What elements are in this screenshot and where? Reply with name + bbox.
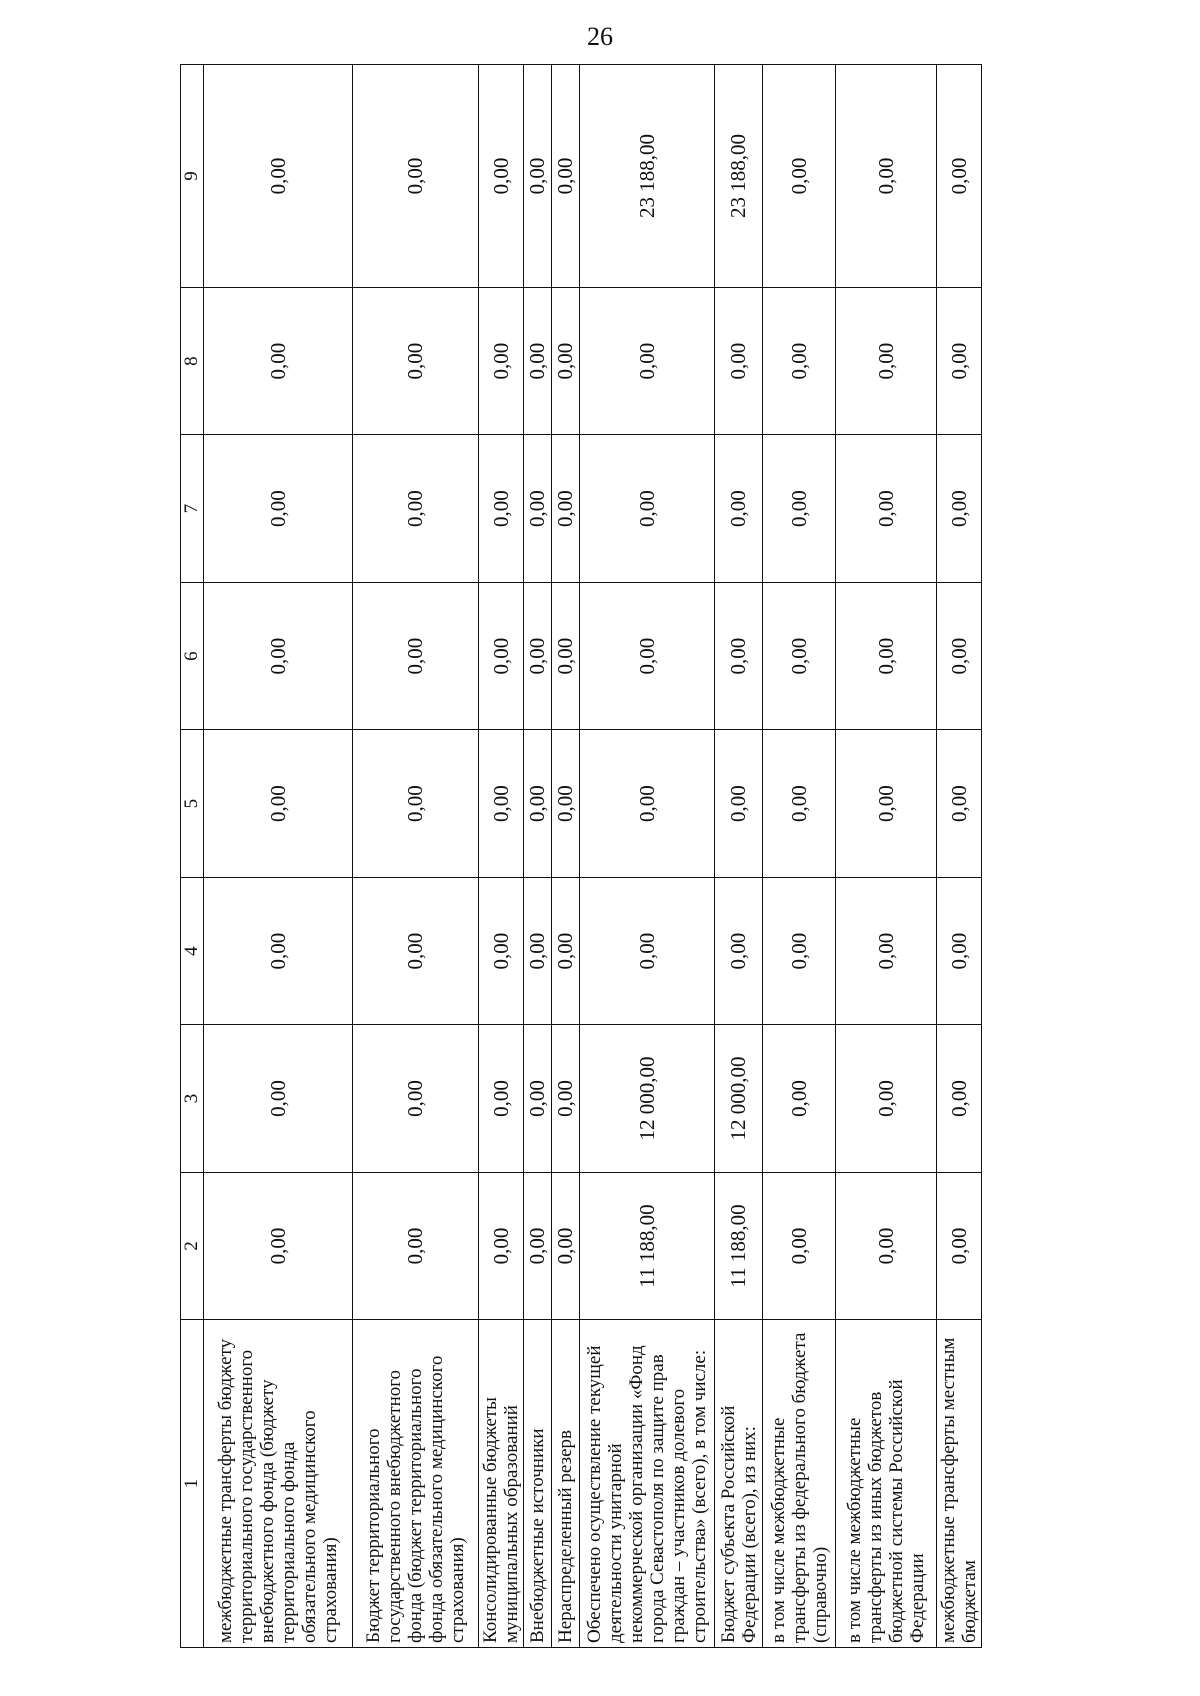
- cell-value: 0,00: [715, 730, 763, 877]
- cell-value: 0,00: [715, 287, 763, 434]
- table-body: [204, 65, 982, 1648]
- cell-value: 0,00: [552, 1172, 580, 1319]
- cell-value: 0,00: [353, 1025, 479, 1172]
- cell-value: 12 000,00: [715, 1025, 763, 1172]
- cell-value: 0,00: [204, 730, 353, 877]
- cell-value: 0,00: [552, 877, 580, 1024]
- cell-value: 0,00: [715, 877, 763, 1024]
- cell-value: 0,00: [524, 1025, 552, 1172]
- row-label: в том числе межбюджетные трансферты из федерального бюджета (справочно): [763, 1320, 836, 1648]
- table-row: [937, 65, 982, 1648]
- cell-value: 0,00: [479, 1025, 524, 1172]
- table-row: [580, 65, 715, 1648]
- cell-value: 0,00: [937, 1172, 982, 1319]
- cell-value: 0,00: [715, 582, 763, 729]
- cell-value: 0,00: [524, 65, 552, 288]
- cell-value: 0,00: [580, 730, 715, 877]
- cell-value: 11 188,00: [580, 1172, 715, 1319]
- cell-value: 0,00: [580, 582, 715, 729]
- cell-value: 0,00: [937, 730, 982, 877]
- cell-value: 0,00: [353, 1172, 479, 1319]
- cell-value: 0,00: [937, 1025, 982, 1172]
- cell-value: 0,00: [937, 435, 982, 582]
- cell-value: 0,00: [552, 730, 580, 877]
- cell-value: 0,00: [353, 582, 479, 729]
- column-header-1: 1: [181, 1320, 204, 1648]
- cell-value: 0,00: [204, 287, 353, 434]
- cell-value: 0,00: [353, 287, 479, 434]
- cell-value: 0,00: [353, 65, 479, 288]
- cell-value: 0,00: [937, 65, 982, 288]
- column-header-7: 7: [181, 435, 204, 582]
- cell-value: 0,00: [715, 435, 763, 582]
- cell-value: 0,00: [552, 287, 580, 434]
- cell-value: 0,00: [353, 435, 479, 582]
- cell-value: 0,00: [937, 877, 982, 1024]
- row-label: Бюджет субъекта Российской Федерации (всего), из них:: [715, 1320, 763, 1648]
- cell-value: 0,00: [204, 877, 353, 1024]
- row-label: Нераспределенный резерв: [552, 1320, 580, 1648]
- column-header-6: 6: [181, 582, 204, 729]
- row-label: межбюджетные трансферты бюджету территориального государственного внебюджетного фонда (бюджету территориального фонда обязательного медицинского страхования): [204, 1320, 353, 1648]
- cell-value: 0,00: [580, 877, 715, 1024]
- cell-value: 0,00: [524, 877, 552, 1024]
- cell-value: 0,00: [836, 287, 937, 434]
- cell-value: 0,00: [479, 1172, 524, 1319]
- cell-value: 0,00: [836, 435, 937, 582]
- row-label: Консолидированные бюджеты муниципальных образований: [479, 1320, 524, 1648]
- cell-value: 0,00: [524, 435, 552, 582]
- cell-value: 0,00: [204, 1025, 353, 1172]
- cell-value: 0,00: [353, 877, 479, 1024]
- cell-value: 0,00: [204, 582, 353, 729]
- table-row: [479, 65, 524, 1648]
- row-label: в том числе межбюджетные трансферты из иных бюджетов бюджетной системы Российской Федерации: [836, 1320, 937, 1648]
- cell-value: 0,00: [479, 435, 524, 582]
- cell-value: 23 188,00: [715, 65, 763, 288]
- cell-value: 0,00: [580, 435, 715, 582]
- row-label: Обеспечено осуществление текущей деятельности унитарной некоммерческой организации «Фонд города Севастополя по защите прав граждан – участников долевого строительства» (всего), в том числе:: [580, 1320, 715, 1648]
- cell-value: 0,00: [353, 730, 479, 877]
- cell-value: 0,00: [763, 582, 836, 729]
- cell-value: 0,00: [204, 1172, 353, 1319]
- cell-value: 0,00: [763, 1172, 836, 1319]
- cell-value: 0,00: [836, 1172, 937, 1319]
- cell-value: 0,00: [763, 435, 836, 582]
- cell-value: 0,00: [836, 65, 937, 288]
- cell-value: 0,00: [937, 582, 982, 729]
- cell-value: 0,00: [763, 287, 836, 434]
- budget-table: [180, 64, 982, 1648]
- table-row: [524, 65, 552, 1648]
- cell-value: 0,00: [204, 435, 353, 582]
- cell-value: 0,00: [763, 730, 836, 877]
- cell-value: 0,00: [552, 65, 580, 288]
- column-header-3: 3: [181, 1025, 204, 1172]
- cell-value: 0,00: [836, 730, 937, 877]
- column-header-8: 8: [181, 287, 204, 434]
- cell-value: 0,00: [524, 287, 552, 434]
- column-header-4: 4: [181, 877, 204, 1024]
- cell-value: 0,00: [479, 582, 524, 729]
- table-row: [204, 65, 353, 1648]
- cell-value: 0,00: [763, 1025, 836, 1172]
- cell-value: 0,00: [524, 730, 552, 877]
- cell-value: 0,00: [763, 65, 836, 288]
- rotated-table-container: [180, 64, 980, 1648]
- cell-value: 0,00: [479, 877, 524, 1024]
- row-label: Внебюджетные источники: [524, 1320, 552, 1648]
- cell-value: 0,00: [580, 287, 715, 434]
- table-row: [353, 65, 479, 1648]
- column-header-9: 9: [181, 65, 204, 288]
- cell-value: 0,00: [479, 65, 524, 288]
- table-row: [715, 65, 763, 1648]
- cell-value: 0,00: [836, 1025, 937, 1172]
- row-label: Бюджет территориального государственного внебюджетного фонда (бюджет территориального фонда обязательного медицинского страхования): [353, 1320, 479, 1648]
- column-header-2: 2: [181, 1172, 204, 1319]
- cell-value: 12 000,00: [580, 1025, 715, 1172]
- cell-value: 0,00: [836, 877, 937, 1024]
- cell-value: 0,00: [552, 435, 580, 582]
- cell-value: 0,00: [524, 1172, 552, 1319]
- cell-value: 11 188,00: [715, 1172, 763, 1319]
- cell-value: 0,00: [479, 287, 524, 434]
- cell-value: 23 188,00: [580, 65, 715, 288]
- cell-value: 0,00: [524, 582, 552, 729]
- column-header-5: 5: [181, 730, 204, 877]
- cell-value: 0,00: [204, 65, 353, 288]
- table-row: [763, 65, 836, 1648]
- page-number: 26: [587, 22, 613, 51]
- cell-value: 0,00: [552, 1025, 580, 1172]
- row-label: межбюджетные трансферты местным бюджетам: [937, 1320, 982, 1648]
- cell-value: 0,00: [937, 287, 982, 434]
- table-row: [836, 65, 937, 1648]
- cell-value: 0,00: [836, 582, 937, 729]
- rotated-table: [180, 64, 980, 1648]
- cell-value: 0,00: [479, 730, 524, 877]
- cell-value: 0,00: [763, 877, 836, 1024]
- header-row: [181, 65, 204, 1648]
- table-row: [552, 65, 580, 1648]
- cell-value: 0,00: [552, 582, 580, 729]
